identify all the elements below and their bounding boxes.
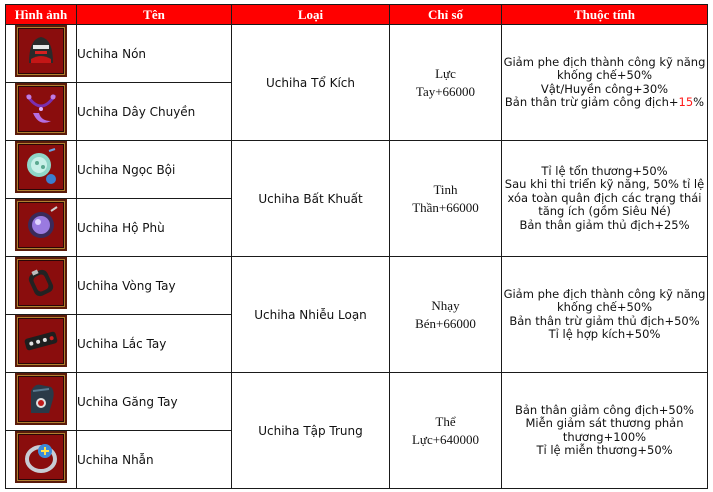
set-stat bbox=[390, 25, 502, 141]
equipment-table bbox=[5, 4, 708, 489]
set-type: Uchiha Tổ Kích bbox=[232, 25, 390, 141]
icon-cell bbox=[6, 141, 77, 199]
icon-cell bbox=[6, 315, 77, 373]
header-name: Tên bbox=[77, 5, 232, 25]
attr-line: Bản thân trừ giảm công địch+15% bbox=[504, 95, 705, 109]
icon-cell bbox=[6, 431, 77, 489]
header-attr: Thuộc tính bbox=[502, 5, 708, 25]
attr-line: Tỉ lệ miễn thương+50% bbox=[536, 443, 673, 457]
table-row bbox=[6, 25, 708, 83]
item-name: Uchiha Nón bbox=[77, 25, 232, 83]
set-stat bbox=[390, 373, 502, 489]
set-stat bbox=[390, 257, 502, 373]
jade-pendant-icon bbox=[15, 141, 67, 193]
item-name: Uchiha Nhẫn bbox=[77, 431, 232, 489]
attr-line: Miễn giảm sát thương phản bbox=[525, 416, 684, 430]
header-image: Hình ảnh bbox=[6, 5, 77, 25]
amulet-icon bbox=[15, 199, 67, 251]
table-row bbox=[6, 257, 708, 315]
attr-line: Vật/Huyền công+30% bbox=[540, 81, 669, 96]
hat-icon bbox=[15, 25, 67, 77]
stat-line: Tinh bbox=[433, 181, 458, 197]
attr-line: Giảm phe địch thành công kỹ năng bbox=[503, 54, 706, 69]
header-stat: Chỉ số bbox=[390, 5, 502, 25]
stat-line: Thể bbox=[435, 413, 456, 429]
stat-line: Bén+66000 bbox=[415, 315, 476, 331]
table-row bbox=[6, 141, 708, 199]
ring-icon bbox=[15, 431, 67, 483]
set-stat bbox=[390, 141, 502, 257]
stat-line: Tay+66000 bbox=[415, 83, 476, 99]
attr-line: khống chế+50% bbox=[556, 300, 653, 314]
icon-cell bbox=[6, 25, 77, 83]
attr-line: Bản thân giảm công địch+50% bbox=[515, 402, 694, 417]
stat-line: Lực bbox=[435, 65, 456, 81]
attr-line: xóa toàn quân địch các trạng thái bbox=[507, 190, 702, 205]
stat-line: Thần+66000 bbox=[412, 199, 479, 215]
attr-line: tăng ích (gồm Siêu Né) bbox=[538, 204, 671, 219]
item-name: Uchiha Ngọc Bội bbox=[77, 141, 232, 199]
item-name: Uchiha Hộ Phù bbox=[77, 199, 232, 257]
wrist-chain-icon bbox=[15, 315, 67, 367]
header-type: Loại bbox=[232, 5, 390, 25]
set-type: Uchiha Bất Khuất bbox=[232, 141, 390, 257]
set-attributes bbox=[502, 257, 708, 373]
attr-line: Tỉ lệ tổn thương+50% bbox=[541, 163, 668, 178]
table-header-row bbox=[6, 5, 708, 25]
set-attributes bbox=[502, 373, 708, 489]
attr-line: Bản thân giảm thủ địch+25% bbox=[519, 217, 690, 232]
bracelet-icon bbox=[15, 257, 67, 309]
item-name: Uchiha Dây Chuyền bbox=[77, 83, 232, 141]
set-type: Uchiha Nhiễu Loạn bbox=[232, 257, 390, 373]
set-attributes bbox=[502, 141, 708, 257]
attr-line: Giảm phe địch thành công kỹ năng bbox=[503, 286, 706, 301]
necklace-icon bbox=[15, 83, 67, 135]
icon-cell bbox=[6, 199, 77, 257]
item-name: Uchiha Găng Tay bbox=[77, 373, 232, 431]
highlight-value: 15 bbox=[678, 95, 694, 109]
icon-cell bbox=[6, 257, 77, 315]
attr-line: khống chế+50% bbox=[556, 68, 653, 82]
attr-line: thương+100% bbox=[562, 429, 647, 444]
icon-cell bbox=[6, 83, 77, 141]
set-type: Uchiha Tập Trung bbox=[232, 373, 390, 489]
item-name: Uchiha Lắc Tay bbox=[77, 315, 232, 373]
table-row bbox=[6, 373, 708, 431]
attr-line: Sau khi thi triển kỹ năng, 50% tỉ lệ bbox=[504, 177, 705, 192]
attr-line: Bản thân trừ giảm thủ địch+50% bbox=[509, 313, 700, 328]
stat-line: Nhạy bbox=[431, 297, 460, 313]
icon-cell bbox=[6, 373, 77, 431]
set-attributes bbox=[502, 25, 708, 141]
item-name: Uchiha Vòng Tay bbox=[77, 257, 232, 315]
attr-line: Tỉ lệ hợp kích+50% bbox=[548, 327, 661, 341]
stat-line: Lực+640000 bbox=[411, 431, 480, 447]
glove-icon bbox=[15, 373, 67, 425]
